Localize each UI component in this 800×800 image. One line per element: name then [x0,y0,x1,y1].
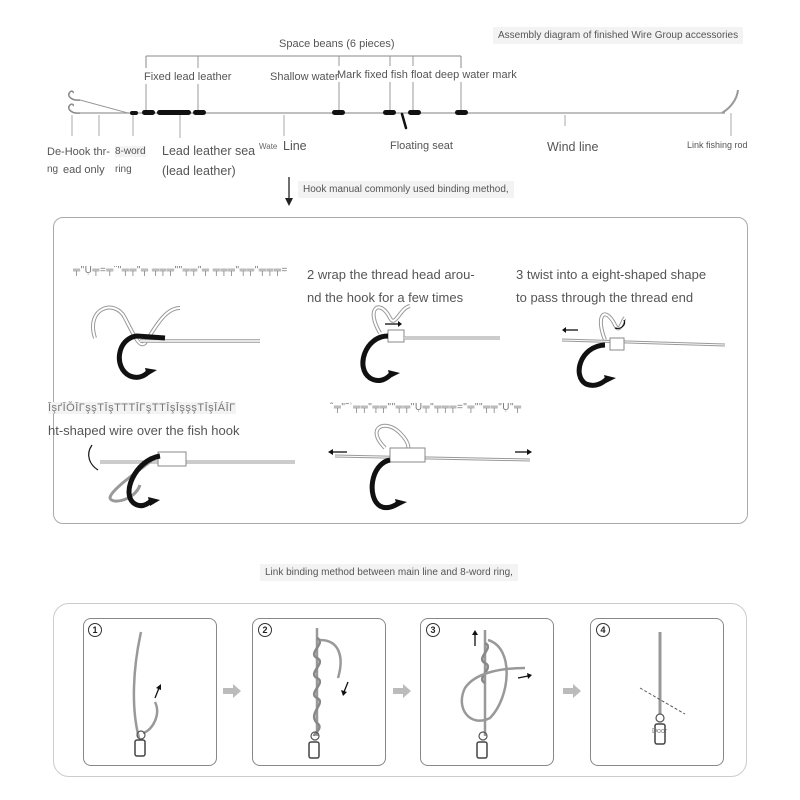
link-fishing-rod-label: Link fishing rod [687,140,748,150]
hook-icon [69,91,80,100]
step-4-text-line1: ĪşґĪŎĪΓşşΤĪşΤΤΤĪΓşΤΤĪşĪşşşΤĪşĪÁĪΓ [48,402,236,414]
hook-icon [363,336,392,381]
eight-word-ring-label: 8-word [115,146,146,157]
step-3-text-line2: to pass through the thread end [516,290,694,305]
down-arrow-icon [344,682,348,692]
step-5-text: ˆ╤"˜ʾ╤╤"╤╤""╤╤"Ụ╤"╤╤╤="╤""╤╤"Ụ"╤ [330,402,522,413]
up-arrow-icon [155,688,159,698]
water-small-label: Wate [259,142,278,151]
step-number-badge: 4 [596,623,610,637]
step-number-badge: 3 [426,623,440,637]
de-hook-label: De-Hook thr- [47,146,110,158]
ring-step-1-illustration [83,618,215,764]
hook-step-5-illustration [325,418,545,518]
right-arrow-icon [518,676,528,678]
space-beans-label: Space beans (6 pieces) [279,38,395,50]
step-3-text-line1: 3 twist into a eight-shaped shape [516,267,707,282]
rod-link-icon [722,90,738,113]
ring-step-4-illustration [590,618,722,764]
hook-icon [69,104,80,113]
step-4-text-line2: ht-shaped wire over the fish hook [48,423,240,438]
curved-arrow-icon [89,445,98,470]
float-mark-label: Mark fixed fish float deep water mark [337,69,517,81]
wire-group-diagram [0,0,800,140]
thread-only-label: ead only [63,164,105,176]
next-arrow-icon [563,684,583,698]
step-number-badge: 2 [258,623,272,637]
top-leader-lines [146,56,461,110]
step-2-text-line1: 2 wrap the thread head arou- [307,267,475,282]
ring-step-3-illustration [420,618,552,764]
hook-step-4-illustration [80,440,300,520]
step-2-text-line2: nd the hook for a few times [307,290,464,305]
water-line-label: Line [283,139,307,153]
float-seat-icon [402,114,406,128]
floating-seat-label: Floating seat [390,140,453,152]
diagram-title: Assembly diagram of finished Wire Group accessories [493,27,743,44]
hook-step-1-illustration [85,298,285,398]
branch-line [80,100,128,113]
next-arrow-icon [393,684,413,698]
space-beans-bracket [146,56,461,68]
de-hook-label-cont: ng [47,164,59,175]
ring-binding-caption: Link binding method between main line and 8-word ring, [260,564,518,581]
hook-step-3-illustration [560,300,760,400]
cut-line [640,688,685,714]
down-arrow-icon [284,177,294,207]
hook-icon [579,345,608,385]
wind-line-label: Wind line [547,140,599,154]
lead-seat-label-cont: (lead leather) [162,164,236,178]
fixed-lead-leather-label: Fixed lead leather [144,71,232,83]
shallow-water-label: Shallow water [270,71,339,83]
door-label: Door [652,728,668,735]
step-1-text: ╤"Ụ╤=╤¨"╤╤"╤ ╤╤╤""╤╤"╤ ╤╤╤"╤╤"╤╤╤= [73,265,288,276]
eight-word-ring-label-cont: ring [115,164,132,175]
hook-binding-caption: Hook manual commonly used binding method, [298,181,514,198]
hook-step-2-illustration [340,298,540,398]
lead-seat-label: Lead leather sea [162,144,256,158]
step-number-badge: 1 [88,623,102,637]
next-arrow-icon [223,684,243,698]
ring-step-2-illustration [252,618,384,764]
